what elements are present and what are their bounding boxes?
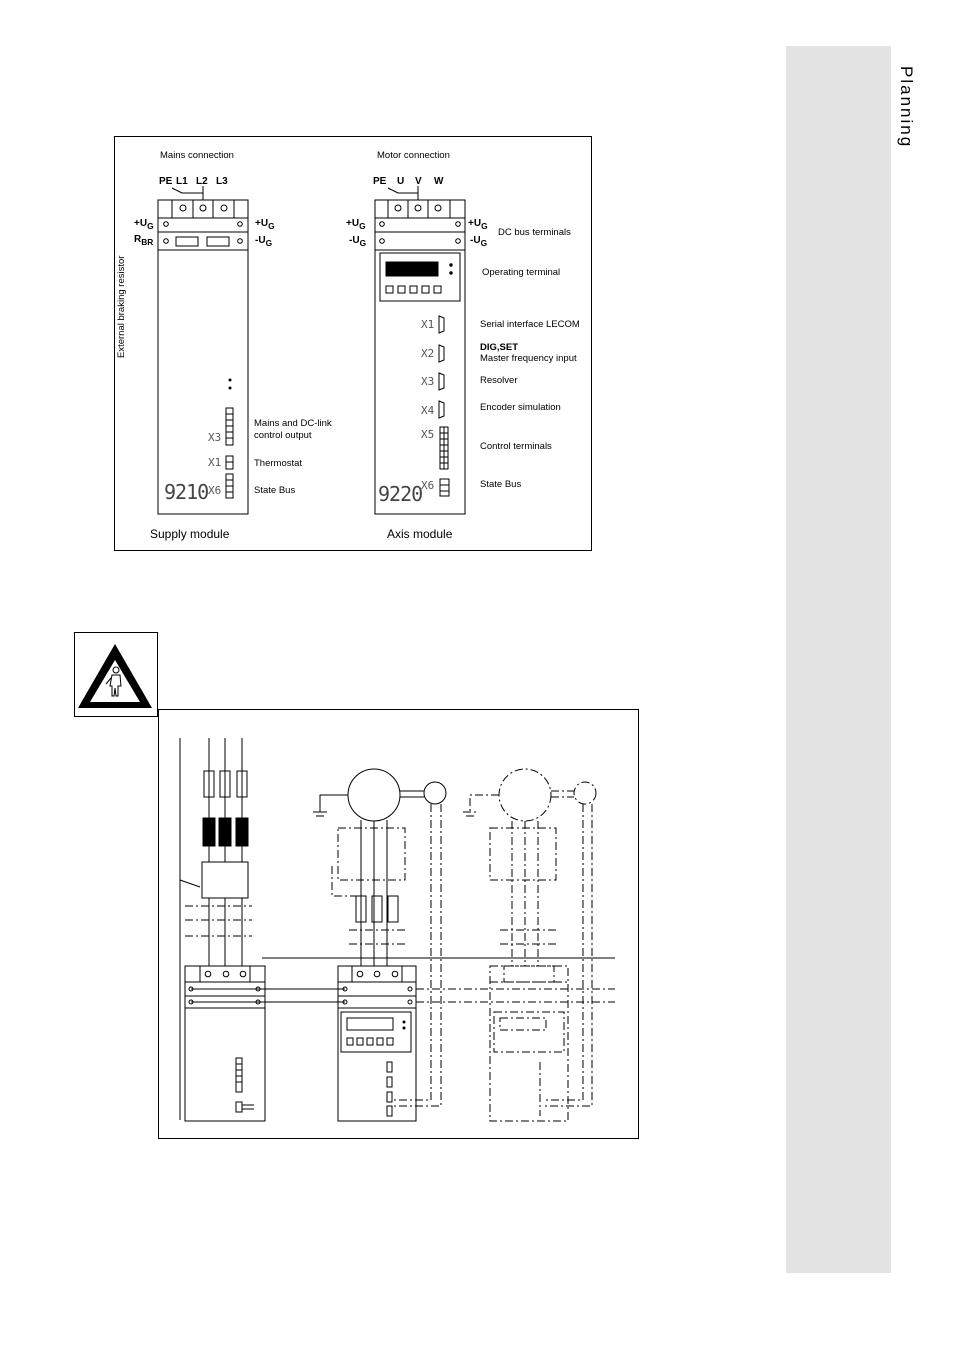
supply-terminal-l1: L1 (176, 176, 188, 187)
axis-model-number: 9220 (378, 482, 423, 506)
axis-terminal-u: U (397, 176, 405, 187)
supply-connector-x1: X1 (208, 456, 222, 469)
axis-connector-x5: X5 (421, 428, 435, 441)
mains-connection-label: Mains connection (160, 150, 234, 161)
axis-dc-neg-left: $-U_G$ (349, 235, 367, 248)
supply-terminal-pe: PE (159, 176, 173, 187)
axis-terminal-v: V (415, 176, 422, 187)
control-terminals-label: Control terminals (480, 441, 552, 452)
sidebar-title: Planning (897, 66, 916, 149)
encoder-simulation-label: Encoder simulation (480, 402, 561, 413)
supply-dc-pos-right: $+U_G$ (255, 218, 275, 231)
supply-module-label: Supply module (150, 527, 230, 541)
dc-bus-terminals-label: DC bus terminals (498, 227, 571, 238)
axis-dc-pos-right: $+U_G$ (468, 218, 488, 231)
mains-dc-link-label: Mains and DC-link (254, 418, 332, 429)
axis-dc-pos-left: $+U_G$ (346, 218, 366, 231)
control-output-label: control output (254, 430, 312, 441)
axis-terminal-pe: PE (373, 176, 387, 187)
axis-connector-x6: X6 (421, 479, 435, 492)
motor-connection-label: Motor connection (377, 150, 450, 161)
supply-model-number: 9210 (164, 480, 209, 504)
dig-set-label: DIG,SET (480, 342, 519, 353)
axis-terminal-w: W (434, 176, 444, 187)
axis-state-bus-label: State Bus (480, 479, 522, 490)
axis-module-label: Axis module (387, 527, 453, 541)
supply-terminal-l2: L2 (196, 176, 208, 187)
supply-connector-x3: X3 (208, 431, 222, 444)
serial-interface-label: Serial interface LECOM (480, 319, 580, 330)
axis-connector-x3: X3 (421, 375, 435, 388)
supply-dc-neg-right: $-U_G$ (255, 235, 273, 248)
axis-connector-x2: X2 (421, 347, 435, 360)
operating-terminal-label: Operating terminal (482, 267, 561, 278)
axis-dc-neg-right: $-U_G$ (470, 235, 488, 248)
resolver-label: Resolver (480, 375, 518, 386)
supply-dc-pos-left: $+U_G$ (134, 218, 154, 231)
supply-state-bus-label: State Bus (254, 485, 296, 496)
supply-rbr-left: $R_{BR}$ (134, 234, 154, 247)
thermostat-label: Thermostat (254, 458, 303, 469)
external-braking-resistor-label: External braking resistor (116, 255, 127, 358)
axis-connector-x1: X1 (421, 318, 435, 331)
supply-terminal-l3: L3 (216, 176, 228, 187)
supply-connector-x6: X6 (208, 484, 222, 497)
master-frequency-label: Master frequency input (480, 353, 577, 364)
axis-connector-x4: X4 (421, 404, 435, 417)
